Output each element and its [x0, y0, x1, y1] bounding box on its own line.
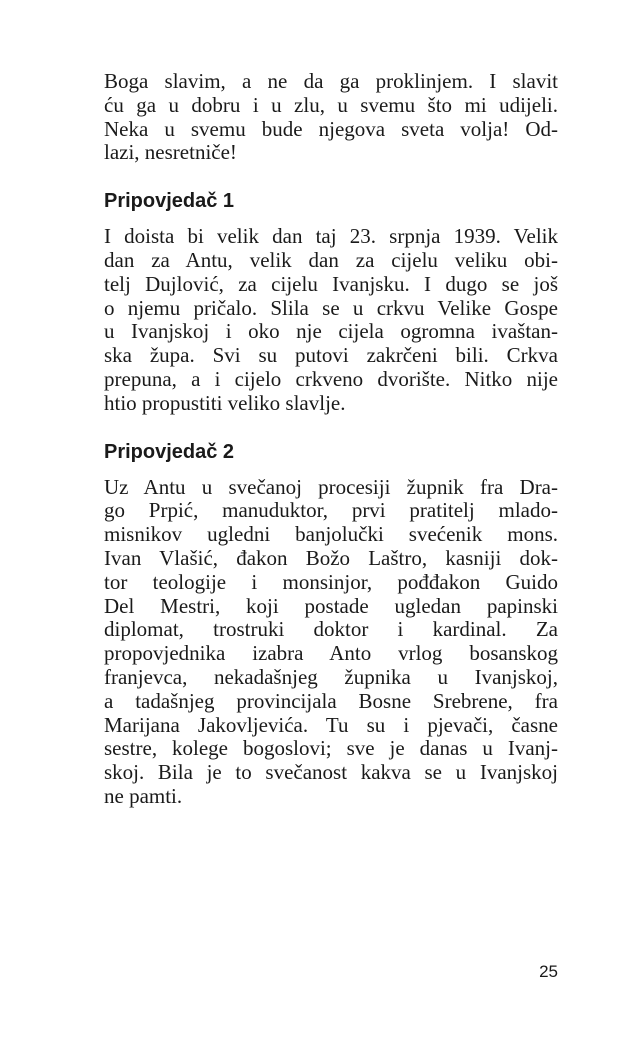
- text-line: telj Dujlović, za cijelu Ivanjsku. I dugo se još: [104, 271, 558, 296]
- spacer: [104, 464, 558, 476]
- text-line: ne pamti.: [104, 783, 183, 808]
- section-heading-narrator-1: Pripovjedač 1: [104, 190, 235, 213]
- text-line: Neka u svemu bude njegova sveta volja! Od-: [104, 116, 558, 141]
- paragraph-narrator-1: [104, 225, 558, 415]
- text-line: Ivan Vlašić, đakon Božo Laštro, kasniji dok-: [104, 545, 558, 570]
- text-line: a tadašnjeg provincijala Bosne Srebrene, fra: [104, 688, 558, 713]
- text-line: skoj. Bila je to svečanost kakva se u Ivanjskoj: [104, 760, 558, 785]
- text-line: diplomat, trostruki doktor i kardinal. Za: [104, 617, 558, 642]
- paragraph-narrator-2: [104, 476, 558, 809]
- text-line: lazi, nesretniče!: [104, 140, 237, 165]
- page-body: [104, 70, 558, 809]
- text-line: go Prpić, manuduktor, prvi pratitelj mlado-: [104, 498, 558, 523]
- text-line: dan za Antu, velik dan za cijelu veliku obi-: [104, 247, 558, 272]
- text-line: u Ivanjskoj i oko nje cijela ogromna ivaštan-: [104, 319, 558, 344]
- text-line: ću ga u dobru i u zlu, u svemu što mi udijeli.: [104, 92, 558, 117]
- text-line: misnikov ugledni banjolučki svećenik mons.: [104, 522, 558, 547]
- text-line: ska župa. Svi su putovi zakrčeni bili. Crkva: [104, 343, 558, 368]
- text-line: Uz Antu u svečanoj procesiji župnik fra Dra-: [104, 474, 558, 499]
- text-line: sestre, kolege bogoslovi; sve je danas u Ivanj-: [104, 736, 558, 761]
- text-line: propovjednika izabra Anto vrlog bosanskog: [104, 641, 558, 666]
- text-line: htio propustiti veliko slavlje.: [104, 390, 346, 415]
- text-line: prepuna, a i cijelo crkveno dvorište. Nitko nije: [104, 366, 558, 391]
- spacer: [104, 165, 558, 189]
- text-line: Del Mestri, koji postade ugledan papinski: [104, 593, 558, 618]
- paragraph-opening: [104, 70, 558, 165]
- text-line: franjevca, nekadašnjeg župnika u Ivanjskoj,: [104, 664, 558, 689]
- text-line: o njemu pričalo. Slila se u crkvu Velike Gospe: [104, 295, 558, 320]
- section-heading-narrator-2: Pripovjedač 2: [104, 440, 235, 463]
- text-line: Marijana Jakovljevića. Tu su i pjevači, časne: [104, 712, 558, 737]
- text-line: tor teologije i monsinjor, pođđakon Guido: [104, 569, 558, 594]
- spacer: [104, 416, 558, 440]
- page-number: 25: [539, 962, 558, 981]
- text-line: I doista bi velik dan taj 23. srpnja 1939. Velik: [104, 224, 558, 249]
- text-line: Boga slavim, a ne da ga proklinjem. I slavit: [104, 69, 558, 93]
